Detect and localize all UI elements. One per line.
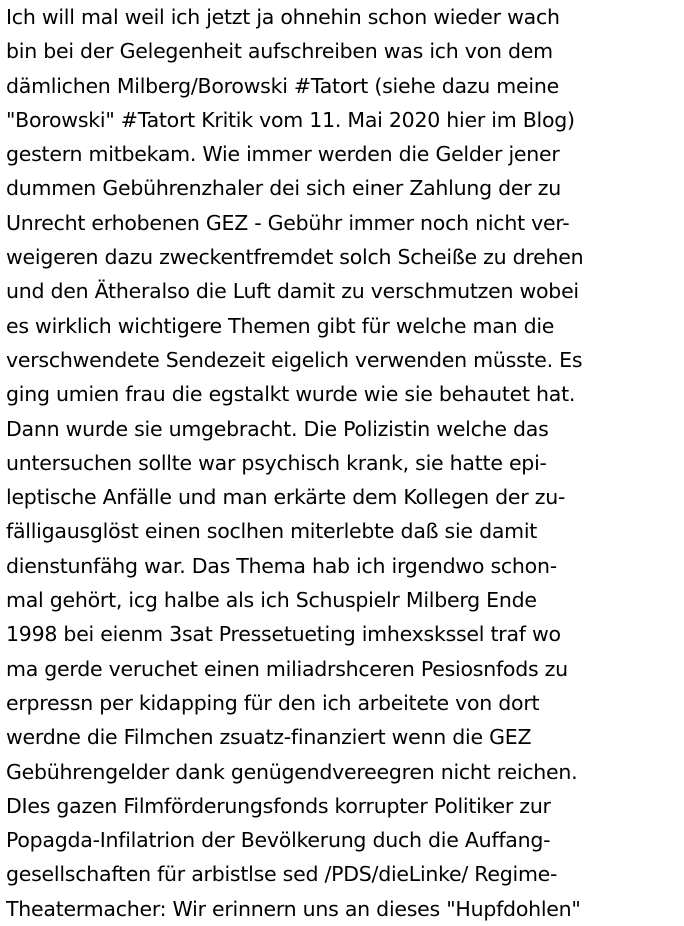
text-line: Dann wurde sie umgebracht. Die Polizistin welche das	[6, 416, 549, 441]
text-line: mal gehört, icg halbe als ich Schuspielr Milberg Ende	[6, 588, 537, 613]
text-line: leptische Anfälle und man erkärte dem Kollegen der zu-	[6, 485, 566, 510]
text-line: Unrecht erhobenen GEZ - Gebühr immer noch nicht ver-	[6, 210, 570, 235]
text-line: ging umien frau die egstalkt wurde wie sie behautet hat.	[6, 382, 576, 407]
text-line: fälligausglöst einen soclhen miterlebte daß sie damit	[6, 519, 538, 544]
text-line: bin bei der Gelegenheit aufschreiben was ich von dem	[6, 39, 553, 64]
text-line: gesellschaften für arbistlse sed /PDS/dieLinke/ Regime-	[6, 862, 558, 887]
text-line: es wirklich wichtigere Themen gibt für welche man die	[6, 313, 555, 338]
text-line: 1998 bei eienm 3sat Pressetueting imhexskssel traf wo	[6, 622, 561, 647]
text-line: dummen Gebührenzhaler dei sich einer Zahlung der zu	[6, 176, 561, 201]
text-line: Gebührengelder dank genügendvereegren nicht reichen.	[6, 759, 578, 784]
text-line: und den Ätheralso die Luft damit zu verschmutzen wobei	[6, 279, 579, 304]
text-line: "Borowski" #Tatort Kritik vom 11. Mai 2020 hier im Blog)	[6, 107, 575, 132]
text-line: gestern mitbekam. Wie immer werden die Gelder jener	[6, 142, 560, 167]
text-line: verschwendete Sendezeit eigelich verwenden müsste. Es	[6, 347, 583, 372]
text-line: weigeren dazu zweckentfremdet solch Scheiße zu drehen	[6, 245, 584, 270]
text-line: werdne die Filmchen zsuatz-finanziert wenn die GEZ	[6, 725, 532, 750]
text-line: erpressn per kidapping für den ich arbeitete von dort	[6, 690, 540, 715]
text-line: dienstunfähg war. Das Thema hab ich irgendwo schon-	[6, 553, 557, 578]
text-line: Ich will mal weil ich jetzt ja ohnehin schon wieder wach	[6, 5, 560, 29]
text-line: dämlichen Milberg/Borowski #Tatort (siehe dazu meine	[6, 73, 559, 98]
text-line: Popagda-Infilatrion der Bevölkerung duch die Auffang-	[6, 828, 551, 853]
text-line: ma gerde veruchet einen miliadrshceren Pesiosnfods zu	[6, 656, 568, 681]
text-line: untersuchen sollte war psychisch krank, sie hatte epi-	[6, 450, 547, 475]
body-text	[6, 0, 682, 926]
text-line: DIes gazen Filmförderungsfonds korrupter Politiker zur	[6, 793, 551, 818]
text-line: Theatermacher: Wir erinnern uns an dieses "Hupfdohlen"	[6, 896, 581, 921]
